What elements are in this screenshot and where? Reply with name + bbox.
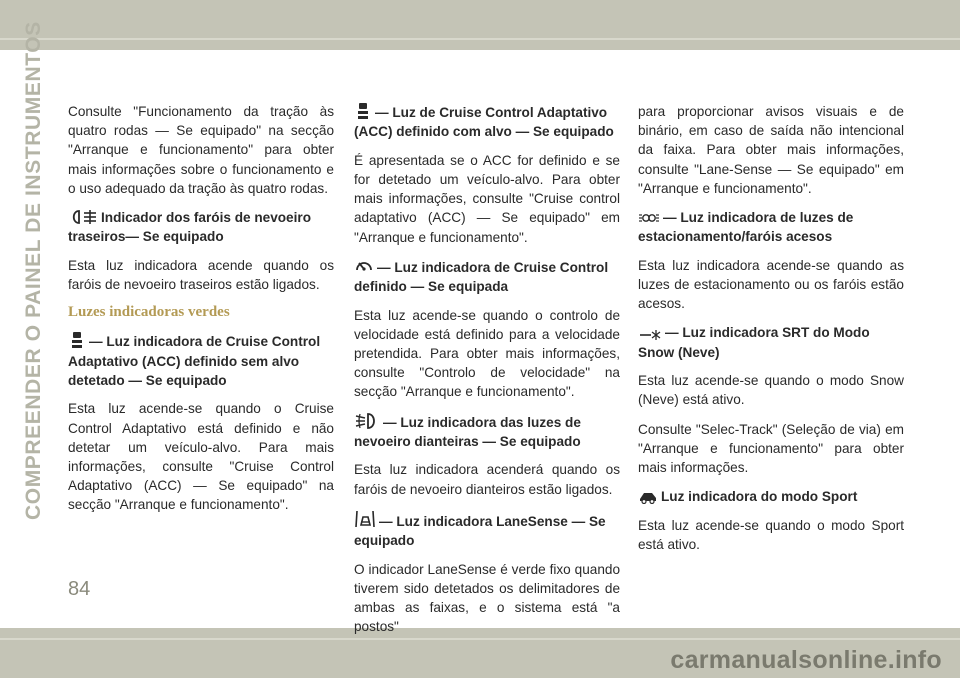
paragraph-lanesense: O indicador LaneSense é verde fixo quando tiverem sido detetados os delimitadores de ambas as faixas, e o sistema está "a postos" xyxy=(354,561,620,635)
paragraph-lanesense-continued: para proporcionar avisos visuais e de binário, em caso de saída não intencional da faixa. Para obter mais informações, consulte "Lane-Sense — Se equipado" em "Arranque e funcionamento". xyxy=(638,104,904,196)
heading-text: — Luz indicadora de luzes de estacionamento/faróis acesos xyxy=(638,210,854,245)
heading-snow-mode xyxy=(638,323,904,362)
paragraph-acc-target: É apresentada se o ACC for definido e se for detetado um veículo-alvo. Para obter mais informações, consulte "Cruise control adaptativo (ACC) — Se equipado" em "Arranque e funcionamento". xyxy=(354,152,620,245)
paragraph-4wd-reference: Consulte "Funcionamento da tração às quatro rodas — Se equipado" na secção "Arranque e funcionamento" para obter mais informações sobre o funcionamento e o uso adequado da tração às quatro rodas. xyxy=(68,104,334,196)
column-1 xyxy=(68,102,334,525)
heading-text: — Luz indicadora SRT do Modo Snow (Neve) xyxy=(638,325,870,360)
heading-text: — Luz indicadora LaneSense — Se equipado xyxy=(354,513,606,549)
paragraph-acc-no-target: Esta luz acende-se quando o Cruise Control Adaptativo está definido e não detetar um veículo-alvo. Para mais informações, consulte "Cruise Control Adaptativo (ACC) — Se equipado" na secção "Arranque e funcionamento". xyxy=(68,401,334,513)
parking-lights-icon xyxy=(638,211,660,225)
page-number: 84 xyxy=(68,578,91,600)
heading-sport-mode xyxy=(638,487,904,506)
sport-mode-icon xyxy=(638,488,658,504)
paragraph-rear-fog: Esta luz indicadora acende quando os faróis de nevoeiro traseiros estão ligados. xyxy=(68,257,334,293)
chapter-title-vertical: COMPREENDER O PAINEL DE INSTRUMENTOS xyxy=(22,21,45,520)
paragraph-selec-track: Consulte "Selec-Track" (Seleção de via) em "Arranque e funcionamento" para obter mais informações. xyxy=(638,421,904,476)
top-band-stripe xyxy=(0,38,960,40)
adaptive-cruise-no-target-icon xyxy=(68,331,86,349)
heading-text: — Luz de Cruise Control Adaptativo (ACC) definido com alvo — Se equipado xyxy=(354,105,614,140)
column-2 xyxy=(354,102,620,647)
paragraph-cruise-set: Esta luz acende-se quando o controlo de velocidade está definido para a velocidade pretendida. Para obter mais informações, consulte "Controlo de velocidade" na secção "Arranque e funcionamento". xyxy=(354,307,620,400)
paragraph-snow-mode: Esta luz acende-se quando o modo Snow (Neve) está ativo. xyxy=(638,373,904,408)
heading-front-fog xyxy=(354,412,620,452)
watermark-text: carmanualsonline.info xyxy=(670,646,942,674)
heading-text: — Luz indicadora das luzes de nevoeiro dianteiras — Se equipado xyxy=(354,414,581,450)
paragraph-sport-mode: Esta luz acende-se quando o modo Sport está ativo. xyxy=(638,517,904,552)
heading-text: — Luz indicadora de Cruise Control definido — Se equipada xyxy=(354,259,609,295)
heading-lanesense xyxy=(354,509,620,551)
front-fog-light-icon xyxy=(354,412,380,430)
heading-rear-fog-indicator xyxy=(68,208,334,247)
heading-parking-lights xyxy=(638,208,904,247)
adaptive-cruise-target-icon xyxy=(354,102,372,120)
column-3 xyxy=(638,102,904,564)
snow-mode-icon xyxy=(638,328,662,340)
top-band xyxy=(0,0,960,50)
paragraph-parking-lights: Esta luz indicadora acende-se quando as luzes de estacionamento ou os faróis estão acesos. xyxy=(638,257,904,312)
heading-text: — Luz indicadora de Cruise Control Adaptativo (ACC) definido sem alvo detetado — Se equipado xyxy=(68,334,321,389)
heading-text: Indicador dos faróis de nevoeiro traseiros— Se equipado xyxy=(68,210,311,245)
heading-acc-no-target xyxy=(68,331,334,390)
cruise-control-speedometer-icon xyxy=(354,257,374,275)
heading-text: Luz indicadora do modo Sport xyxy=(661,489,858,505)
heading-cruise-set xyxy=(354,257,620,297)
rear-fog-light-icon xyxy=(68,209,98,225)
section-green-indicators: Luzes indicadoras verdes xyxy=(68,304,230,321)
lanesense-icon xyxy=(354,509,376,529)
paragraph-front-fog: Esta luz indicadora acenderá quando os faróis de nevoeiro dianteiros estão ligados. xyxy=(354,462,620,497)
heading-acc-target xyxy=(354,102,620,142)
